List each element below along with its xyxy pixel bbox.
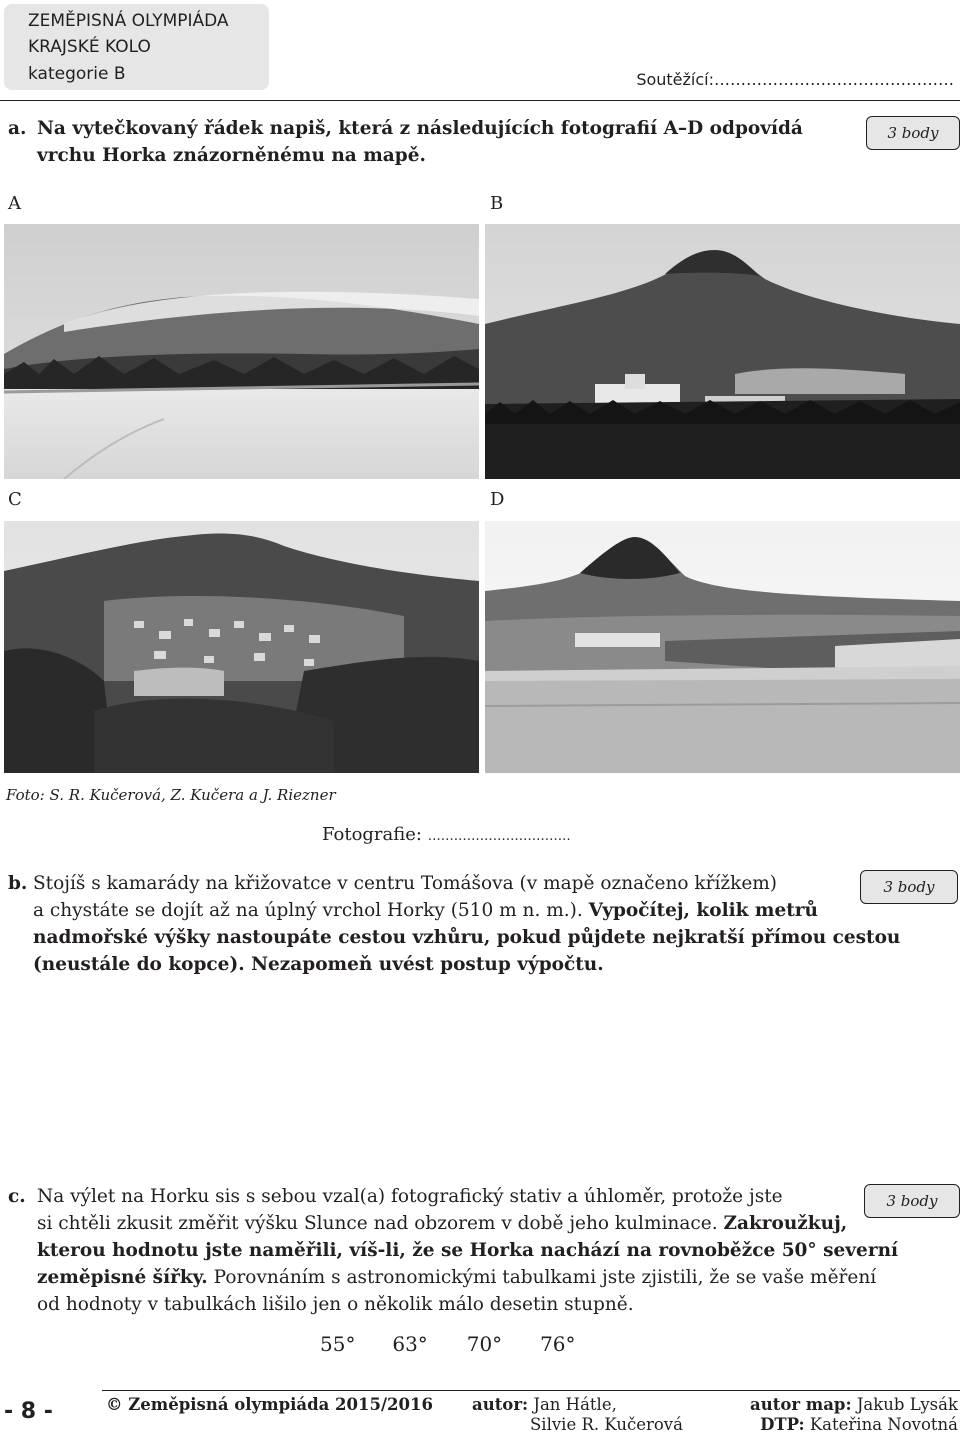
footer-author-1: Jan Hátle,: [533, 1395, 617, 1414]
header-divider: [0, 100, 960, 101]
task-b-line: Stojíš s kamarády na křižovatce v centru Tomášova (v mapě označeno křížkem): [33, 873, 778, 894]
footer-map-name: Jakub Lysák: [856, 1395, 958, 1414]
contestant-field: [636, 70, 954, 89]
footer-divider: [102, 1390, 960, 1391]
header-category: kategorie B: [28, 64, 126, 84]
task-c-text-normal: Porovnáním s astronomickými tabulkami jste zjistili, že se vaše měření: [207, 1267, 877, 1288]
photo-d-label: D: [490, 489, 505, 510]
contestant-label: Soutěžící:: [636, 70, 714, 89]
task-c-text-normal: si chtěli zkusit změřit výšku Slunce nad obzorem v době jeho kulminace.: [37, 1213, 724, 1234]
task-c-points-badge: 3 body: [864, 1184, 960, 1218]
answer-dots[interactable]: ……………………………: [427, 829, 571, 844]
task-c-line: kterou hodnotu jste naměřili, víš-li, že se Horka nachází na rovnoběžce 50° severní: [37, 1240, 899, 1261]
option-76[interactable]: 76°: [540, 1332, 576, 1356]
page-number: - 8 -: [4, 1399, 53, 1424]
option-55[interactable]: 55°: [320, 1332, 356, 1356]
photo-b: [485, 224, 960, 479]
footer-dtp-name: Kateřina Novotná: [809, 1415, 958, 1434]
task-a-text: [37, 115, 857, 169]
contestant-dots: ………………………………………: [714, 70, 954, 89]
header-round: KRAJSKÉ KOLO: [28, 37, 151, 57]
photo-credit: Foto: S. R. Kučerová, Z. Kučera a J. Riezner: [6, 786, 336, 804]
footer-copyright: © Zeměpisná olympiáda 2015/2016: [106, 1395, 433, 1414]
task-a-letter: a.: [8, 118, 27, 139]
header-title: ZEMĚPISNÁ OLYMPIÁDA: [28, 11, 229, 31]
footer-map-label: autor map:: [750, 1395, 852, 1414]
option-63[interactable]: 63°: [392, 1332, 428, 1356]
task-b-text-normal: a chystáte se dojít až na úplný vrchol Horky (510 m n. m.).: [33, 900, 589, 921]
photo-a-label: A: [8, 193, 21, 214]
task-c-line: Na výlet na Horku sis s sebou vzal(a) fotografický stativ a úhloměr, protože jste: [37, 1186, 783, 1207]
footer-dtp: [760, 1415, 958, 1434]
footer-author: [472, 1395, 617, 1414]
footer-dtp-label: DTP:: [760, 1415, 805, 1434]
option-70[interactable]: 70°: [466, 1332, 503, 1356]
task-b-line: nadmořské výšky nastoupáte cestou vzhůru, pokud půjdete nejkratší přímou cestou: [33, 927, 901, 948]
photo-b-label: B: [490, 193, 504, 214]
photo-c: [4, 521, 479, 773]
photo-a: [4, 224, 479, 479]
footer-map-author: [750, 1395, 958, 1414]
footer-author-label: autor:: [472, 1395, 529, 1414]
answer-label: Fotografie:: [322, 824, 422, 845]
task-c-letter: c.: [8, 1186, 26, 1207]
answer-line: [322, 824, 571, 845]
task-c-text-bold: zeměpisné šířky.: [37, 1267, 208, 1288]
task-c-text-bold: Zakroužkuj,: [723, 1213, 848, 1234]
task-a-line: vrchu Horka znázorněnému na mapě.: [37, 145, 426, 166]
task-b-text-bold: Vypočítej, kolik metrů: [588, 900, 818, 921]
task-b-line: (neustále do kopce). Nezapomeň uvést postup výpočtu.: [33, 954, 604, 975]
task-c-line: od hodnoty v tabulkách lišilo jen o několik málo desetin stupně.: [37, 1294, 634, 1315]
task-b-line: [33, 897, 913, 924]
task-b-letter: b.: [8, 873, 28, 894]
task-b-points-badge: 3 body: [860, 870, 958, 904]
photo-d: [485, 521, 960, 773]
angle-options: [320, 1332, 576, 1356]
task-b-text: [33, 870, 913, 978]
task-a-points-badge: 3 body: [866, 116, 960, 150]
task-c-line: [37, 1210, 917, 1237]
task-a-line: Na vytečkovaný řádek napiš, která z následujících fotografií A–D odpovídá: [37, 118, 803, 139]
task-c-text: [37, 1183, 917, 1318]
photo-c-label: C: [8, 489, 22, 510]
footer-author-2: Silvie R. Kučerová: [530, 1415, 683, 1434]
task-c-line: [37, 1264, 917, 1291]
